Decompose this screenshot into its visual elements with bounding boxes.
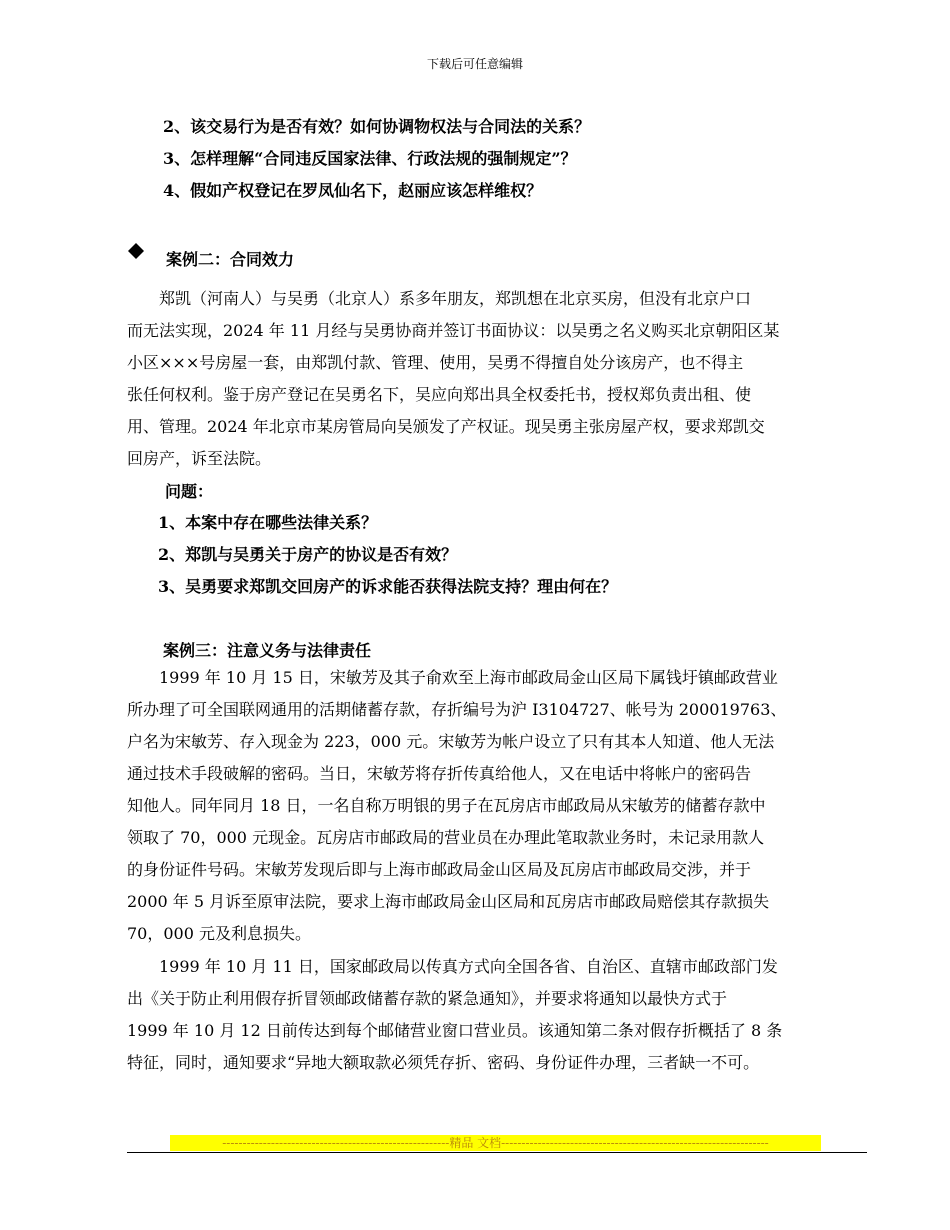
case2-question-2: 2、郑凯与吴勇关于房产的协议是否有效？ [158, 545, 458, 564]
case2-paragraph-line: 回房产，诉至法院。 [127, 449, 272, 468]
footer-banner: --------------------------------------------------------精品 文档------------------------------------------------------------------ [170, 1135, 821, 1151]
case3-paragraph-line: 所办理了可全国联网通用的活期储蓄存款，存折编号为沪 I3104727、帐号为 200019763、 [127, 700, 787, 719]
case1-question-3: 3、怎样理解“合同违反国家法律、行政法规的强制规定”？ [163, 149, 577, 168]
case3-paragraph-2 [127, 951, 867, 1079]
case3-paragraph-line: 70，000 元及利息损失。 [127, 924, 311, 943]
page-header: 下载后可任意编辑 [426, 57, 523, 71]
case3-paragraph-line: 1999 年 10 月 12 日前传达到每个邮储营业窗口营业员。该通知第二条对假存折概括了 8 条 [127, 1021, 783, 1040]
case3-paragraph-line: 特征，同时，通知要求“异地大额取款必须凭存折、密码、身份证件办理，三者缺一不可。 [127, 1053, 760, 1072]
footer-divider [127, 1152, 867, 1153]
case2-paragraph-line: 小区×××号房屋一套，由郑凯付款、管理、使用，吴勇不得擅自处分该房产，也不得主 [127, 353, 744, 372]
case2-title: 案例二：合同效力 [166, 250, 295, 269]
case3-paragraph-line: 户名为宋敏芳、存入现金为 223，000 元。宋敏芳为帐户设立了只有其本人知道、他人无法 [127, 732, 775, 751]
case2-question-heading: 问题： [165, 482, 214, 501]
case1-question-4: 4、假如产权登记在罗凤仙名下，赵丽应该怎样维权？ [163, 181, 543, 200]
case3-paragraph-line: 通过技术手段破解的密码。当日，宋敏芳将存折传真给他人，又在电话中将帐户的密码告 [127, 764, 752, 783]
case3-paragraph-line: 知他人。同年同月 18 日，一名自称万明银的男子在瓦房店市邮政局从宋敏芳的储蓄存款中 [127, 796, 766, 815]
case2-paragraph-line: 郑凯（河南人）与吴勇（北京人）系多年朋友，郑凯想在北京买房，但没有北京户口 [127, 289, 752, 308]
case2-paragraph [127, 283, 867, 475]
case3-paragraph-line: 2000 年 5 月诉至原审法院，要求上海市邮政局金山区局和瓦房店市邮政局赔偿其存款损失 [127, 892, 770, 911]
case3-title: 案例三：注意义务与法律责任 [163, 641, 372, 660]
case3-paragraph-line: 1999 年 10 月 15 日，宋敏芳及其子俞欢至上海市邮政局金山区局下属钱圩镇邮政营业 [127, 668, 778, 687]
case2-paragraph-line: 张任何权利。鉴于房产登记在吴勇名下，吴应向郑出具全权委托书，授权郑负责出租、使 [127, 385, 752, 404]
case3-paragraph-line: 出《关于防止利用假存折冒领邮政储蓄存款的紧急通知》，并要求将通知以最快方式于 [127, 989, 728, 1008]
case2-paragraph-line: 用、管理。2024 年北京市某房管局向吴颁发了产权证。现吴勇主张房屋产权，要求郑凯交 [127, 417, 765, 436]
case3-paragraph-line: 1999 年 10 月 11 日，国家邮政局以传真方式向全国各省、自治区、直辖市邮政部门发 [127, 957, 778, 976]
case2-question-1: 1、本案中存在哪些法律关系？ [158, 513, 378, 532]
case2-question-3: 3、吴勇要求郑凯交回房产的诉求能否获得法院支持？理由何在？ [158, 577, 618, 596]
case3-paragraph-line: 的身份证件号码。宋敏芳发现后即与上海市邮政局金山区局及瓦房店市邮政局交涉，并于 [127, 860, 752, 879]
case3-paragraph-1 [127, 662, 867, 950]
case1-question-2: 2、该交易行为是否有效？如何协调物权法与合同法的关系？ [163, 117, 591, 136]
case2-paragraph-line: 而无法实现，2024 年 11 月经与吴勇协商并签订书面协议：以吴勇之名义购买北京朝阳区某 [127, 321, 780, 340]
diamond-bullet-icon [128, 243, 144, 259]
case3-paragraph-line: 领取了 70，000 元现金。瓦房店市邮政局的营业员在办理此笔取款业务时，未记录用款人 [127, 828, 765, 847]
